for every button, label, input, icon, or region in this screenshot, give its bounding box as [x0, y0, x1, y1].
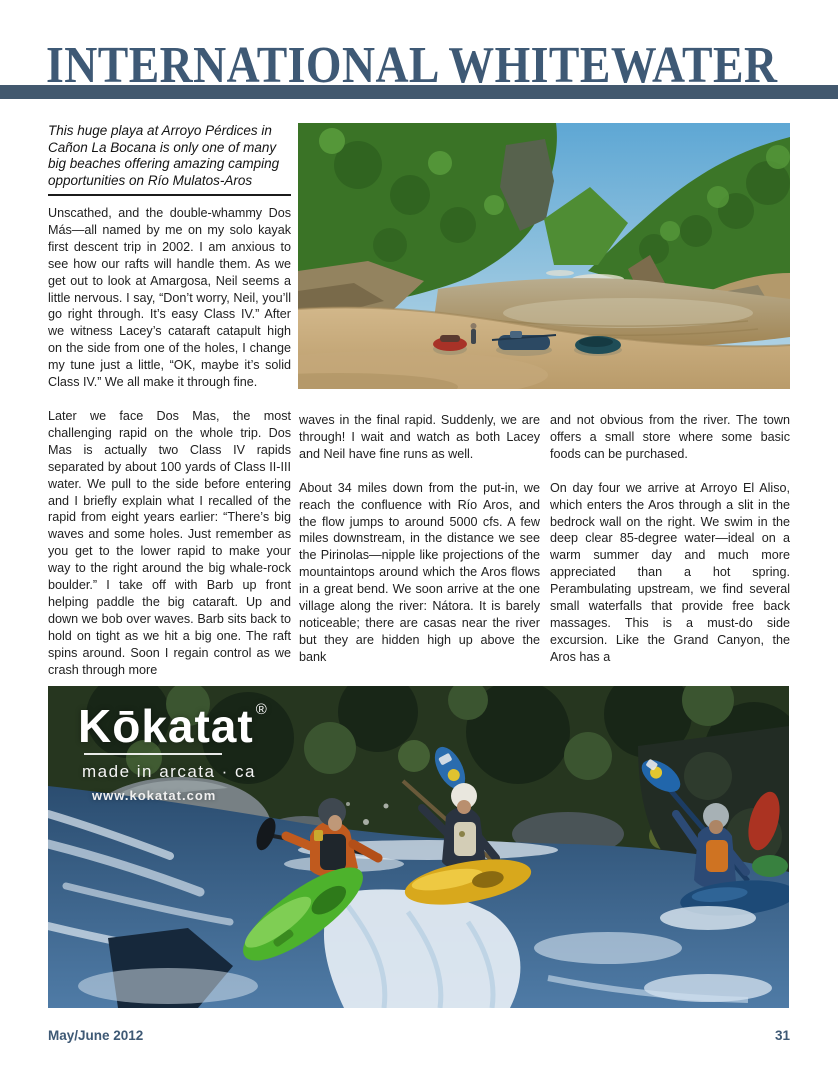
kokatat-ad-photo — [48, 686, 789, 1008]
photo-caption: This huge playa at Arroyo Pérdices in Cañon La Bocana is only one of many big beaches offering amazing camping opportunities on Río Mulatos-Aros — [48, 123, 280, 188]
registered-trademark-symbol: ® — [255, 701, 268, 718]
text-column-3 — [550, 412, 790, 683]
kokatat-logo-block — [78, 702, 268, 803]
body-paragraph: Later we face Dos Mas, the most challenging rapid on the whole trip. Dos Mas is actually two Class IV rapids separated by about 100 yards of Class II-III water. We pull to the side before entering and I briefly explain what I recalled of the rapid from eight years earlier: “There’s big waves and some holes. Just remember as you get to the lower rapid to make your way to the right around the big whale-rock boulder.” I take off with Barb up front helping paddle the big cataraft. Up and down we bob over waves. Barb sits back to hold on tight as we hit a big one. The raft spins around. Soon I regain control as we crash through more — [48, 408, 291, 677]
issue-date: May/June 2012 — [48, 1028, 144, 1043]
kokatat-website-url: www.kokatat.com — [92, 788, 217, 804]
body-paragraph: Unscathed, and the double-whammy Dos Más—all named by me on my solo kayak first descent trip in 2002. I am anxious to see how our rafts will handle them. As we get out to look at Amargosa, Neil seems a little nervous. I say, “Don’t worry, Neil, you’ll go right through. It’s easy Class IV.” After we witness Lacey’s cataraft catapult high on the side from one of the holes, I change my tune just a little, “OK, maybe it’s solid Class IV.” We all make it through fine. — [48, 206, 291, 390]
page-number: 31 — [774, 1028, 790, 1043]
kokatat-brand-text: Kōkatat — [78, 700, 254, 752]
caption-divider — [48, 194, 291, 196]
page-title: INTERNATIONAL WHITEWATER — [46, 37, 778, 94]
river-canyon-illustration — [298, 123, 790, 389]
kokatat-tagline: made in arcata · ca — [82, 762, 257, 782]
text-column-1 — [48, 205, 291, 695]
body-paragraph: About 34 miles down from the put-in, we reach the confluence with Río Aros, and the flow jumps to around 5000 cfs. A few miles downstream, in the distance we see the Pirinolas—nipple like projections of the mountaintops around which the Aros flows in a great bend. We soon arrive at the one village along the river: Nátora. It is barely noticeable; there are casas near the river but they are hidden high up above the bank — [299, 480, 540, 664]
body-paragraph: waves in the final rapid. Suddenly, we are through! I wait and watch as both Lacey and Neil have fine runs as well. — [299, 413, 540, 461]
river-canyon-photo — [298, 123, 790, 389]
body-paragraph: On day four we arrive at Arroyo El Aliso, which enters the Aros through a slit in the bedrock wall on the right. We swim in the deep clear 85-degree water—ideal on a warm summer day and much more appreciated than a hot spring. Perambulating upstream, we find several small waterfalls that provide free back massages. This is a must-do side excursion. Like the Grand Canyon, the Aros has a — [550, 480, 790, 664]
kokatat-logo-underline — [84, 753, 222, 755]
body-paragraph: and not obvious from the river. The town offers a small store where some basic foods can be purchased. — [550, 413, 790, 461]
text-column-2 — [299, 412, 540, 683]
kokatat-brand-wordmark — [78, 702, 268, 750]
